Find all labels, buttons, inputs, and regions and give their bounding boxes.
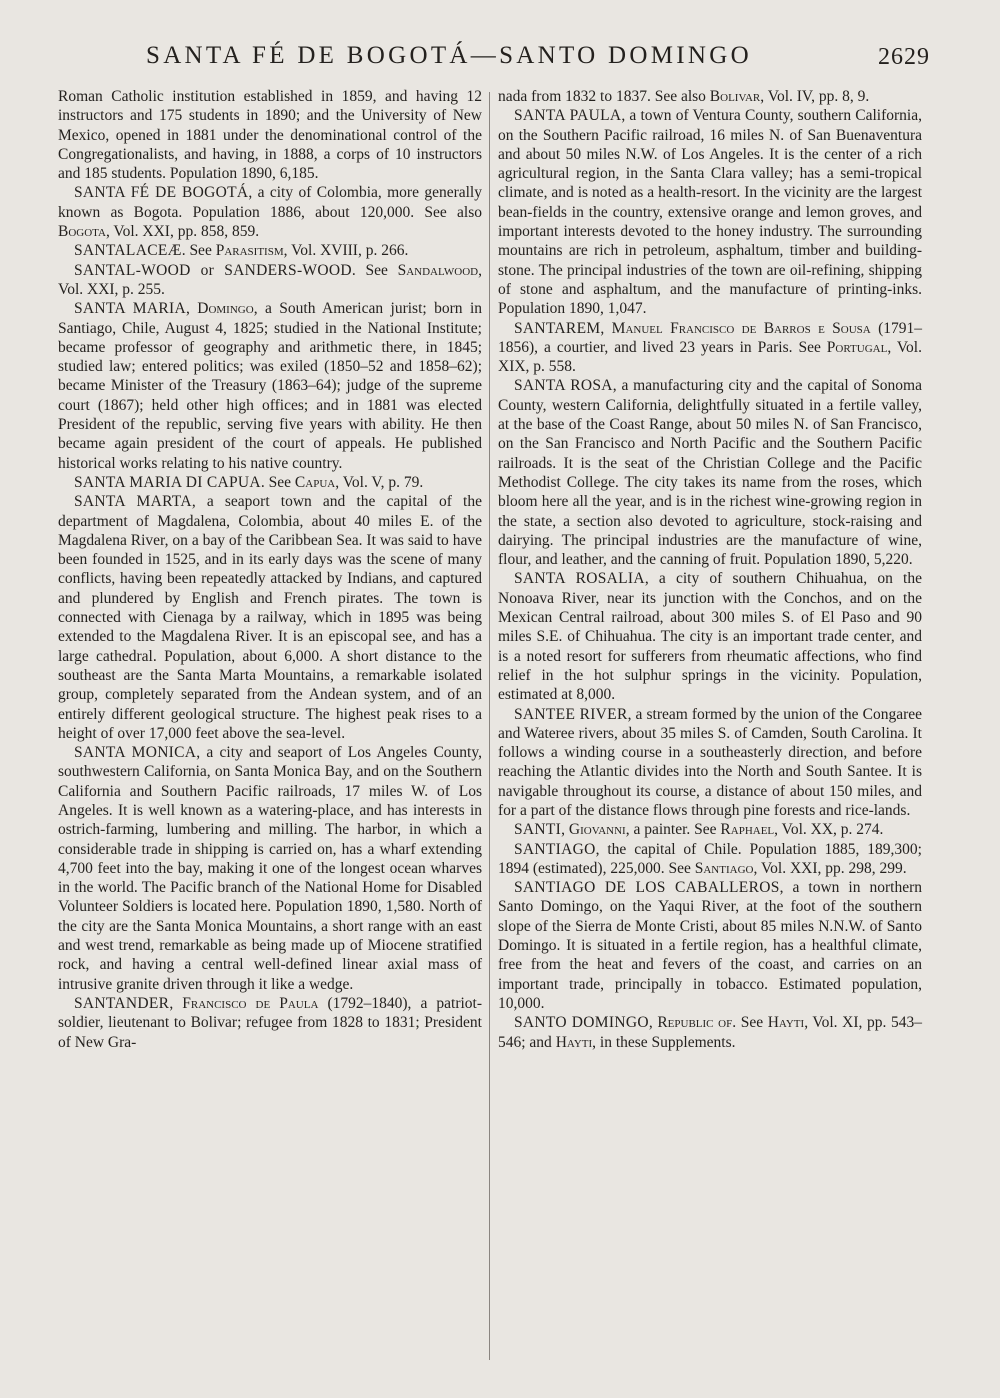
entry-text: , a town of Ventura County, southern California, on the Southern Pacific railroad, 16 miles N. of San Buenaventura and about 50 miles N.W. of Los Angeles. It is the center of a rich agricultural region, in the Santa Clara valley; has a semi-tropical climate, and is noted as a health-resort. In the vicinity are the largest bean-fields in the country, extensive orange and lemon groves, and important interests devoted to the honey industry. The surrounding mountains are rich in petroleum, asphaltum, timber and building-stone. The principal industries of the town are oil-refining, shipping of stone and asphaltum, and the manufacture of printing-inks. Population 1890, 1,047. [498,107,922,318]
entry [58,994,482,1052]
entry-continuation [498,87,922,106]
entry-text: (1791–1856), a courtier, and lived 23 years in Paris. See [498,319,922,356]
column-divider [489,92,490,1360]
entry-term: SANTAL-WOOD or SANDERS-WOOD [74,261,352,279]
entry-term: SANTI [514,821,562,839]
cross-reference: Francisco de Paula [182,994,319,1012]
entry [498,1013,922,1052]
entry-term: SANTIAGO [514,840,596,858]
right-column [498,87,922,1052]
entry-term: SANTA MARIA DI CAPUA [74,473,261,491]
cross-reference: Portugal [826,338,888,356]
entry-term: SANTIAGO DE LOS CABALLEROS [514,879,780,897]
cross-reference: Santiago [694,859,754,877]
entry-text: . See [181,242,216,260]
entry [498,840,922,879]
entry [498,705,922,821]
entry-text: , [600,319,612,337]
entry-text: , Vol. XXI, pp. 858, 859. [105,223,260,241]
cross-reference: Republic of [657,1014,733,1032]
entry-term: SANTEE RIVER [514,705,628,723]
cross-reference: Manuel Francisco de Barros e Sousa [611,319,871,337]
entry-text: , [561,821,569,839]
running-header [60,42,930,82]
entry-text: . See [732,1014,768,1032]
cross-reference: Bogota [58,223,106,241]
entry-term: SANTA ROSALIA [514,570,645,588]
entry-text: nada from 1832 to 1837. See also [498,88,710,105]
entry-text: , a stream formed by the union of the Congaree and Wateree rivers, about 35 miles S. of Camden, South Carolina. It follows a winding course in a southeasterly direction, and before reaching the Atlantic divides into the North and South Santee. It is navigable throughout its course, a distance of about 150 miles, and for a part of the distance flows through pine forests and rice-lands. [498,705,923,819]
entry [58,299,482,473]
entry-text: . See [351,261,398,279]
entry-text: , Vol. XX, p. 274. [774,821,884,839]
cross-reference: Bolivar [709,88,761,105]
entry-text: , [648,1014,658,1032]
cross-reference: Sandalwood [397,261,479,279]
page-title: SANTA FÉ DE BOGOTÁ—SANTO DOMINGO [146,42,752,69]
cross-reference: Hayti [555,1033,593,1051]
entry [58,492,482,743]
entry-term: SANTAREM [514,319,601,337]
entry [498,569,922,704]
entry-text: , Vol. XIX, p. 558. [498,338,922,376]
entry-text: , a painter. See [625,821,721,839]
entry-term: SANTA MARTA [74,493,192,511]
entry-text: , Vol. XVIII, p. 266. [283,242,409,260]
entry [498,878,922,1013]
cross-reference: Hayti [767,1014,805,1032]
entry-text: . See [260,473,295,491]
cross-reference: Domingo [197,300,254,318]
entry-term: SANTA FÉ DE BOGOTÁ [74,184,249,202]
entry-text: , a South American jurist; born in Santiago, Chile, August 4, 1825; studied in the National Institute; became professor of geography and arithmetic there, in 1845; studied law; entered politics; was exiled (1850–52 and 1858–62); became Minister of the Treasury (1863–64); judge of the supreme court (1867); held other high offices; and in 1881 was elected President of the republic, serving five years with ability. He then became again president of the court of appeals. He published historical works relating to his native country. [58,300,483,472]
entry-term: SANTA MARIA [74,300,186,318]
entry [58,473,482,492]
entry-text: Roman Catholic institution established in 1859, and having 12 instructors and 175 students in 1890; and the University of New Mexico, opened in 1881 under the denominational control of the Congregationalists, and having, in 1888, a corps of 10 instructors and 185 students. Population 1890, 6,185. [58,88,482,183]
entry-text: , Vol. IV, pp. 8, 9. [760,88,870,105]
entry-text: , in these Supplements. [592,1033,736,1051]
page-number: 2629 [878,44,930,70]
left-column [58,87,482,1052]
entry [498,106,922,318]
entry [58,261,482,300]
entry-term: SANTA MONICA [74,744,197,762]
entry-text: (1792–1840), a patriot-soldier, lieutenant to Bolivar; refugee from 1828 to 1831; President of New Gra- [58,994,483,1051]
entry [58,743,482,994]
entry-term: SANTA ROSA [514,377,613,395]
cross-reference: Parasitism [215,242,284,260]
entry-text: , a manufacturing city and the capital of Sonoma County, western California, delightfully situated in a fertile valley, at the base of the Coast Range, about 50 miles N. of San Francisco, on the San Francisco and North Pacific and the Southern Pacific railroads. It is the seat of the Christian College and the Pacific Methodist College. The city takes its name from the roses, which bloom here all the year, and is in the richest wine-growing region in the state, a section also devoted to agriculture, stock-raising and dairying. The principal industries are the manufacture of wine, flour, and leather, and the canning of fruit. Population 1890, 5,220. [498,377,922,569]
entry-text: , Vol. XI, pp. 543–546; and [498,1014,923,1051]
entry-text: , the capital of Chile. Population 1885, 189,300; 1894 (estimated), 225,000. See [498,840,922,877]
entry-text: , a town in northern Santo Domingo, on the Yaqui River, at the foot of the southern slope of the Sierra de Monte Cristi, about 85 miles N.N.W. of Santo Domingo. It is situated in a fertile region, has a healthful climate, free from the heat and fevers of the coast, and carries on an important trade, principally in tobacco. Estimated population, 10,000. [498,879,922,1012]
entry-text: , a city and seaport of Los Angeles County, southwestern California, on Santa Monica Bay, and on the Southern California and Southern Pacific railroads, 17 miles W. of Los Angeles. It is well known as a watering-place, and has interests in ostrich-farming, lumbering and milling. The harbor, in which a considerable trade in shipping is carried on, has a wharf extending 4,700 feet into the bay, making it one of the longest ocean wharves in the world. The Pacific branch of the National Home for Disabled Volunteer Soldiers is located here. Population 1890, 1,580. North of the city are the Santa Monica Mountains, a short range with an east and west trend, remarkable as being made up of Miocene stratified rock, and having a central well-defined linear axial mass of intrusive granite driven through it like a wedge. [58,744,482,993]
cross-reference: Raphael [720,821,775,839]
entry [58,183,482,241]
entry-text: , Vol. XXI, pp. 298, 299. [753,859,907,877]
entry [498,376,922,569]
entry-term: SANTA PAULA [514,107,622,125]
entry-text: , [185,300,198,318]
entry-text: , a seaport town and the capital of the department of Magdalena, Colombia, about 40 miles E. of the Magdalena River, on a bay of the Caribbean Sea. It was said to have been founded in 1525, and in its early days was the scene of many conflicts, having been repeatedly attacked by Indians, and captured and plundered by English and French pirates. The town is connected with Cienaga by a railway, which in 1895 was being extended to the Magdalena River. It is an episcopal see, and has a large cathedral. Population, about 6,000. A short distance to the southeast are the Santa Marta Mountains, a remarkable isolated group, completely separated from the Andean system, and of an entirely different geological structure. The highest peak rises to a height of over 17,000 feet above the sea-level. [58,493,482,742]
entry-term: SANTALACEÆ [74,242,182,260]
entry [498,319,922,377]
entry-term: SANTANDER [74,994,170,1012]
entry-text: , Vol. V, p. 79. [335,473,424,491]
entry-text: , Vol. XXI, p. 255. [58,261,482,298]
entry-continuation [58,87,482,183]
entry-text: , [169,994,183,1012]
entry-term: SANTO DOMINGO [514,1014,649,1032]
entry [498,820,922,839]
cross-reference: Giovanni [568,821,626,839]
cross-reference: Capua [294,473,336,491]
entry [58,241,482,260]
entry-text: , a city of Colombia, more generally known as Bogota. Population 1886, about 120,000. See also [58,184,482,221]
entry-text: , a city of southern Chihuahua, on the Nonoava River, near its junction with the Conchos, and on the Mexican Central railroad, about 300 miles S. of El Paso and 90 miles S.E. of Chihuahua. The city is an important trade center, and is a noted resort for sufferers from rheumatic affections, who find relief in the hot sulphur springs in the vicinity. Population, estimated at 8,000. [498,570,922,704]
